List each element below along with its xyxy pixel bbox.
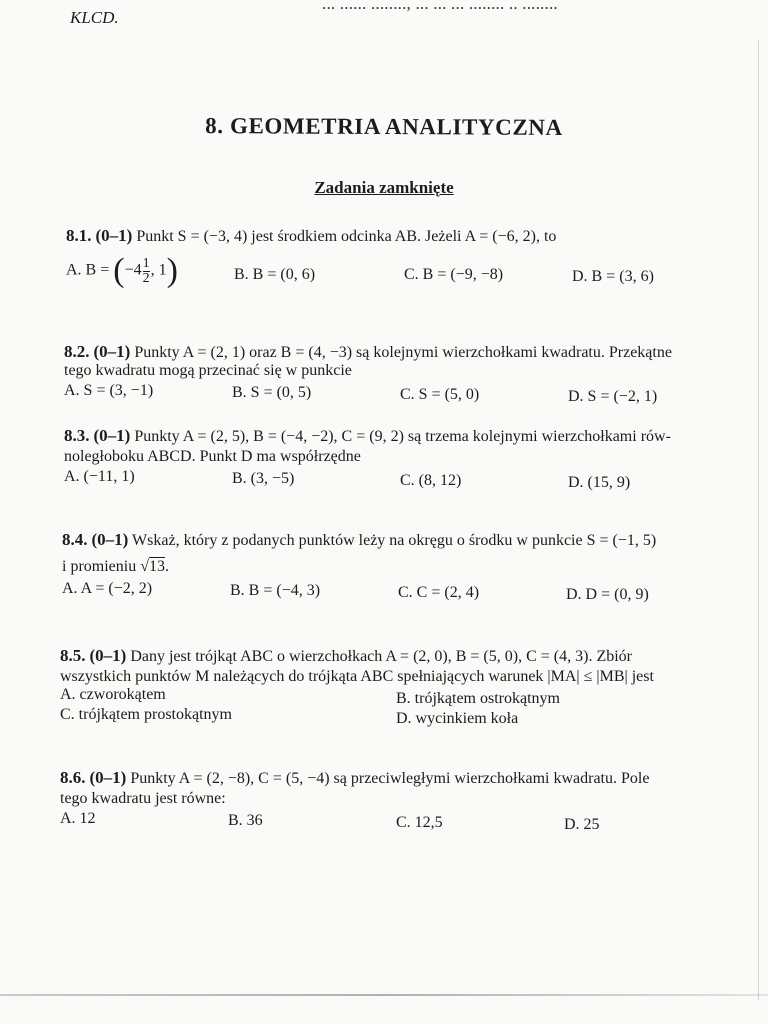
question-number: 8.6. <box>60 768 86 787</box>
scan-edge-right <box>758 40 759 1000</box>
question-8-4-option-a: A. A = (−2, 2) <box>62 580 153 597</box>
question-8-3-stem-line2: noległoboku ABCD. Punkt D ma współrzędne <box>64 448 361 465</box>
question-8-3-stem <box>64 426 671 446</box>
question-8-6-stem <box>60 768 649 788</box>
section-title: Zadania zamknięte <box>314 178 454 197</box>
scan-edge-bottom <box>0 994 768 996</box>
question-points: (0–1) <box>93 342 131 361</box>
question-points: (0–1) <box>89 646 127 665</box>
question-number: 8.4. <box>62 530 88 549</box>
fraction <box>143 257 150 286</box>
question-8-3-option-b: B. (3, −5) <box>232 470 295 487</box>
previous-page-fragment-right: ... ...... ........, ... ... ... ........ .. ........ <box>322 0 558 13</box>
radius-suffix: . <box>165 558 169 575</box>
question-8-1-option-d: D. B = (3, 6) <box>572 268 654 285</box>
question-8-5-stem <box>60 646 632 666</box>
square-root-radicand: 13 <box>149 558 165 575</box>
question-8-4-stem <box>62 530 656 550</box>
question-points: (0–1) <box>89 768 127 787</box>
question-text: Wskaż, który z podanych punktów leży na okręgu o środku w punkcie S = (−1, 5) <box>128 532 657 549</box>
question-8-5-option-a: A. czworokątem <box>60 686 166 703</box>
question-8-2-option-d: D. S = (−2, 1) <box>568 388 658 405</box>
radius-prefix: i promieniu √ <box>62 558 149 575</box>
question-number: 8.5. <box>60 646 86 665</box>
question-number: 8.3. <box>64 426 90 445</box>
question-8-5-option-d: D. wycinkiem koła <box>396 710 519 727</box>
question-8-5-option-c: C. trójkątem prostokątnym <box>60 706 232 723</box>
question-8-4-option-b: B. B = (−4, 3) <box>230 582 321 599</box>
question-8-6-stem-line2: tego kwadratu jest równe: <box>60 790 226 807</box>
question-8-2-option-c: C. S = (5, 0) <box>400 386 480 403</box>
question-text: Punkty A = (2, 1) oraz B = (4, −3) są kolejnymi wierzchołkami kwadratu. Przekątne <box>130 344 672 361</box>
question-8-2-stem-line2: tego kwadratu mogą przecinać się w punkcie <box>64 362 352 379</box>
option-a-suffix: , 1 <box>150 261 167 279</box>
question-8-1-stem <box>66 226 556 246</box>
question-8-5-stem-line2: wszystkich punktów M należących do trójkąta ABC spełniających warunek |MA| ≤ |MB| jest <box>60 668 654 685</box>
option-a-prefix: A. B = <box>66 261 114 279</box>
right-paren: ) <box>166 252 178 289</box>
question-8-6-option-a: A. 12 <box>60 810 96 827</box>
question-8-5-option-b: B. trójkątem ostrokątnym <box>396 690 560 707</box>
question-8-3-option-c: C. (8, 12) <box>400 472 462 489</box>
question-text: Punkty A = (2, −8), C = (5, −4) są przeciwległymi wierzchołkami kwadratu. Pole <box>126 770 650 787</box>
question-8-6-option-b: B. 36 <box>228 812 263 829</box>
question-number: 8.2. <box>64 342 90 361</box>
question-8-4-option-d: D. D = (0, 9) <box>566 586 649 603</box>
question-8-2-option-a: A. S = (3, −1) <box>64 382 154 399</box>
question-8-6-option-d: D. 25 <box>564 816 600 833</box>
chapter-title: 8. GEOMETRIA ANALITYCZNA <box>205 113 563 140</box>
question-8-3-option-d: D. (15, 9) <box>568 474 631 491</box>
fraction-denominator: 2 <box>142 270 150 286</box>
question-8-2-option-b: B. S = (0, 5) <box>232 384 312 401</box>
question-8-1-option-b: B. B = (0, 6) <box>234 266 316 283</box>
question-text: Punkty A = (2, 5), B = (−4, −2), C = (9, 2) są trzema kolejnymi wierzchołkami rów- <box>130 428 671 445</box>
question-text: Punkt S = (−3, 4) jest środkiem odcinka AB. Jeżeli A = (−6, 2), to <box>132 228 557 245</box>
question-8-1-option-a <box>66 254 178 288</box>
left-paren: ( <box>113 252 125 289</box>
question-8-4-option-c: C. C = (2, 4) <box>398 584 480 601</box>
question-8-2-stem <box>64 342 672 362</box>
question-text: Dany jest trójkąt ABC o wierzchołkach A = (2, 0), B = (5, 0), C = (4, 3). Zbiór <box>126 648 632 665</box>
question-points: (0–1) <box>95 226 133 245</box>
question-8-3-option-a: A. (−11, 1) <box>64 468 135 485</box>
question-8-4-stem-line2 <box>62 558 169 576</box>
option-a-whole: −4 <box>124 261 142 279</box>
question-points: (0–1) <box>91 530 129 549</box>
fraction-numerator: 1 <box>142 255 150 271</box>
question-8-1-option-c: C. B = (−9, −8) <box>404 266 504 283</box>
question-8-6-option-c: C. 12,5 <box>396 814 443 831</box>
question-number: 8.1. <box>66 226 92 245</box>
previous-page-fragment-left: KLCD. <box>70 8 119 27</box>
question-points: (0–1) <box>93 426 131 445</box>
